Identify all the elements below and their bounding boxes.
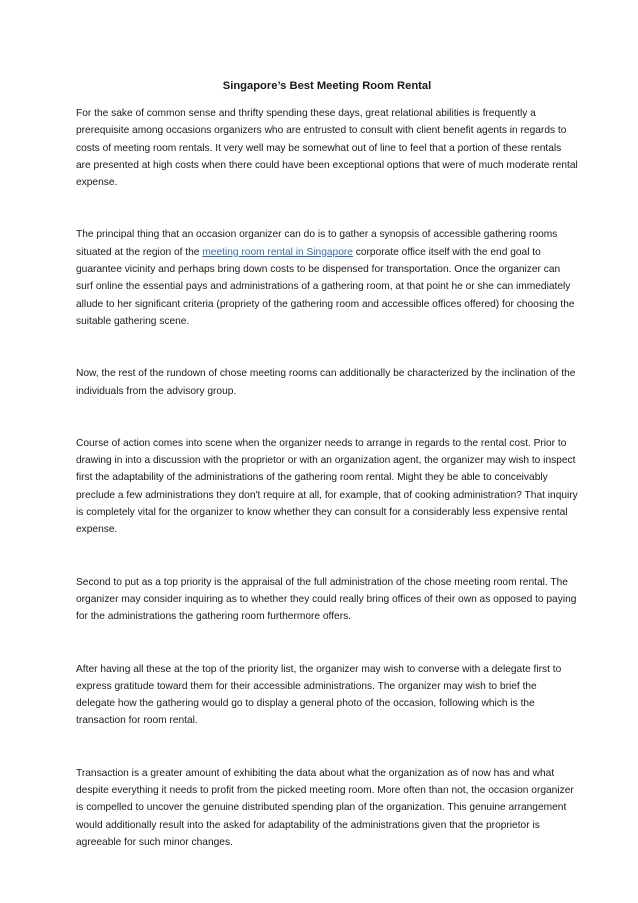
paragraph-1: For the sake of common sense and thrifty spending these days, great relational abilities is frequently a prerequisite among occasions organizers who are entrusted to consult with client benefit agents in regards to costs of meeting room rentals. It very well may be somewhat out of line to feel that a portion of these rentals are presented at high costs when there could have been exceptional options that were of much moderate rental expense. (76, 108, 578, 189)
paragraph-2-after: corporate office itself with the end goal to guarantee vicinity and perhaps bring down costs to be dispensed for transportation. Once the organizer can surf online the essential pays and administrations of a gathering room, at that point he or she can immediately allude to her significant criteria (propriety of the gathering room and accessible offices offered) for choosing the suitable gathering scene. (76, 246, 575, 327)
paragraph-7: Transaction is a greater amount of exhibiting the data about what the organization as of now has and what despite everything it needs to profit from the picked meeting room. More often than not, the occasion organizer is compelled to uncover the genuine distributed spending plan of the organization. This genuine arrangement would additionally result into the asked for adaptability of the administrations given that the proprietor is agreeable for such minor changes. (76, 767, 574, 848)
paragraph-5: Second to put as a top priority is the appraisal of the full administration of the chose meeting room rental. The organizer may consider inquiring as to whether they could really bring offices of their own as opposed to paying for the administrations the gathering room furthermore offers. (76, 576, 577, 623)
paragraph-2-before: The principal thing that an occasion organizer can do is to gather a synopsis of accessible gathering rooms situated at the region of the (76, 229, 558, 258)
paragraph-4: Course of action comes into scene when the organizer needs to arrange in regards to the rental cost. Prior to drawing in into a discussion with the proprietor or with an organization agent, the organizer may wish to inspect first the adaptability of the administrations of the gathering room rental. Might they be able to conceivably preclude a few administrations they don't require at all, for example, that of cooking administration? That inquiry is completely vital for the organizer to know whether they can consult for a considerably less expensive rental expense. (76, 437, 578, 536)
document-title: Singapore’s Best Meeting Room Rental (222, 80, 432, 92)
paragraph-6: After having all these at the top of the priority list, the organizer may wish to converse with a delegate first to express gratitude toward them for their accessible administrations. The organizer may wish to brief the delegate how the gathering would go to display a general photo of the occasion, following which is the transaction for room rental. (76, 663, 562, 727)
paragraph-2 (76, 226, 578, 330)
paragraph-3: Now, the rest of the rundown of chose meeting rooms can additionally be characterized by the inclination of the individuals from the advisory group. (76, 368, 576, 397)
meeting-room-rental-link[interactable]: meeting room rental in Singapore (202, 246, 353, 258)
